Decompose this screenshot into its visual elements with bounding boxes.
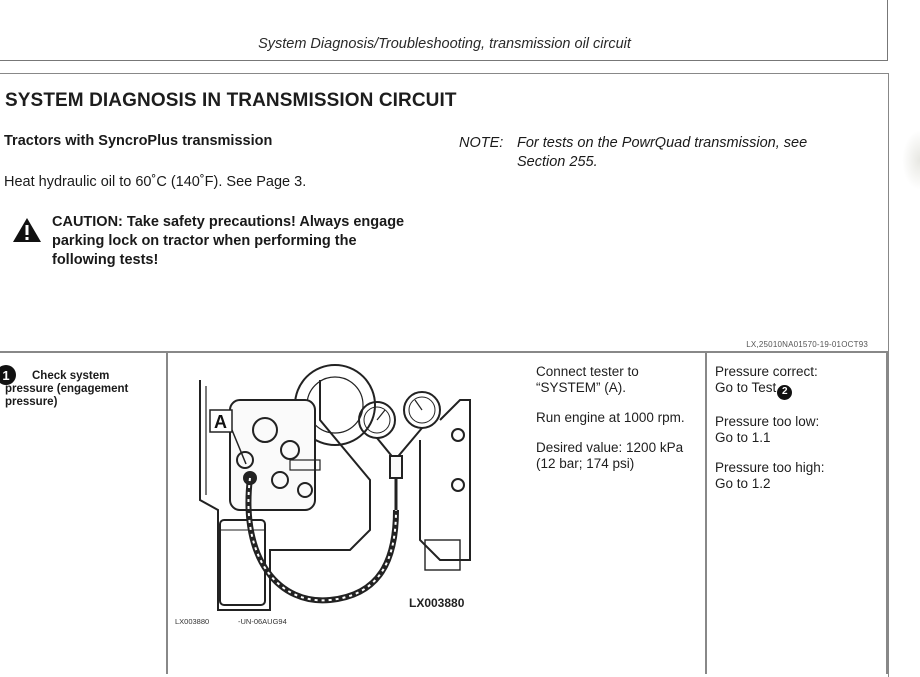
result-correct: [715, 364, 880, 400]
step-label-rest: pressure (engagement pressure): [5, 383, 129, 408]
result-low: [715, 414, 880, 446]
column-divider-2: [705, 351, 707, 674]
instruction-run-engine: Run engine at 1000 rpm.: [536, 410, 685, 425]
figure-code-right: -UN-06AUG94: [238, 617, 287, 626]
result-low-label: Pressure too low:: [715, 413, 820, 429]
step-label: [5, 370, 155, 409]
result-correct-label: Pressure correct:: [715, 364, 818, 379]
caution-text: CAUTION: Take safety precautions! Always engage parking lock on tractor when performing the following tests!: [52, 214, 405, 268]
figure-code-left: LX003880: [175, 617, 210, 626]
instruction-connect: Connect tester to “SYSTEM” (A).: [536, 364, 639, 395]
column-divider-1: [166, 351, 168, 674]
warning-triangle-icon: [12, 217, 42, 243]
page-shadow: [902, 130, 920, 190]
result-high-action: Go to 1.2: [715, 475, 771, 491]
reference-code: LX,25010NA01570-19-01OCT93: [746, 340, 868, 349]
section-subhead: Tractors with SyncroPlus transmission: [4, 133, 273, 149]
results-column: [715, 364, 880, 506]
table-top-rule: [0, 351, 888, 353]
running-head: System Diagnosis/Troubleshooting, transmission oil circuit: [258, 36, 631, 52]
section-title: SYSTEM DIAGNOSIS IN TRANSMISSION CIRCUIT: [5, 90, 457, 111]
step-number-badge: 1: [0, 365, 16, 385]
instruction-desired-value: Desired value: 1200 kPa (12 bar; 174 psi): [536, 440, 684, 471]
result-high: [715, 460, 880, 492]
instructions-column: [536, 364, 696, 486]
note-block: [459, 134, 879, 172]
pressure-test-illustration: [170, 360, 490, 620]
column-divider-3: [886, 351, 888, 674]
note-label: NOTE:: [459, 135, 504, 151]
figure-label: LX003880: [409, 596, 465, 610]
note-line-2: Section 255.: [517, 154, 598, 170]
callout-a: A: [214, 412, 227, 432]
step-label-line-1: Check system: [32, 370, 110, 382]
test-2-badge: 2: [777, 385, 792, 400]
note-line-1: For tests on the PowrQuad transmission, see: [517, 135, 808, 151]
result-correct-action: Go to Test: [715, 380, 777, 395]
result-high-label: Pressure too high:: [715, 459, 825, 475]
instruction-paragraph: Heat hydraulic oil to 60˚C (140˚F). See Page 3.: [4, 174, 307, 190]
result-low-action: Go to 1.1: [715, 429, 771, 445]
